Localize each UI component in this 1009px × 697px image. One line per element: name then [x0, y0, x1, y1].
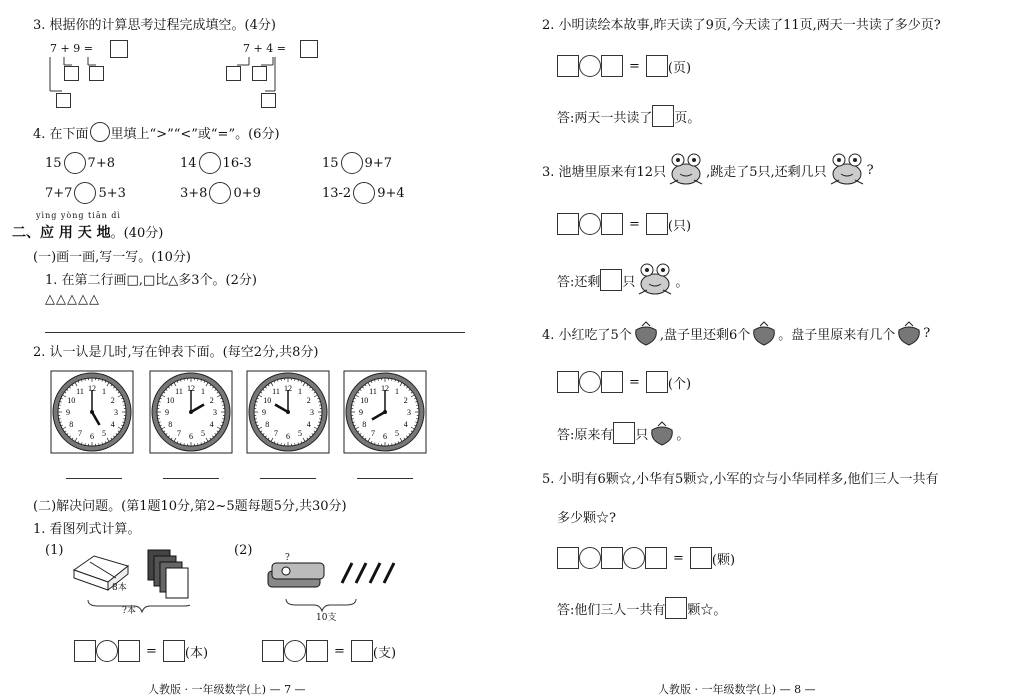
- clock-number: 7: [371, 429, 375, 438]
- clock-number: 11: [76, 387, 84, 396]
- clock-number: 5: [201, 429, 205, 438]
- answer-box[interactable]: [601, 213, 623, 235]
- compare-circle[interactable]: [199, 152, 221, 174]
- compare-right: 0+9: [233, 186, 260, 201]
- compare-left: 13-2: [322, 186, 351, 201]
- answer-box[interactable]: [652, 105, 674, 127]
- equation-row-1: [74, 640, 208, 662]
- answer-text: 答:原来有: [557, 424, 613, 443]
- answer-text: 答:他们三人一共有: [557, 599, 665, 618]
- equation-row-q3: [557, 213, 691, 235]
- pencils-illustration: [262, 555, 402, 617]
- strawberry-icon: [750, 320, 778, 346]
- answer-box[interactable]: [601, 371, 623, 393]
- strawberry-icon: [895, 320, 923, 346]
- answer-text: 只: [622, 271, 635, 290]
- answer-line[interactable]: [45, 332, 465, 333]
- answer-q2: [557, 105, 700, 127]
- answer-box[interactable]: [613, 422, 635, 444]
- clock-number: 1: [102, 387, 106, 396]
- operator-circle[interactable]: [284, 640, 306, 662]
- clock-answer-line[interactable]: [163, 478, 219, 479]
- clock-number: 3: [310, 408, 314, 417]
- answer-box[interactable]: [110, 40, 128, 58]
- clock-face-3: [246, 370, 330, 454]
- compare-right: 16-3: [223, 156, 252, 171]
- clock-number: 4: [111, 420, 115, 429]
- answer-q3: [557, 262, 688, 298]
- operator-circle[interactable]: [579, 547, 601, 569]
- answer-box[interactable]: [163, 640, 185, 662]
- compare-left: 7+7: [45, 186, 72, 201]
- compare-item: [322, 182, 405, 204]
- clock-number: 1: [201, 387, 205, 396]
- right-q3: [542, 152, 874, 188]
- equation-row-q5: [557, 547, 735, 569]
- clock-1: [50, 370, 134, 458]
- equals-sign: =: [629, 59, 640, 74]
- clock-number: 10: [67, 396, 75, 405]
- q4-text: 。盘子里原来有几个: [778, 324, 895, 343]
- clock-number: 6: [90, 432, 94, 441]
- clock-number: 10: [166, 396, 174, 405]
- answer-box[interactable]: [261, 93, 276, 108]
- answer-text: 只: [635, 424, 648, 443]
- answer-box[interactable]: [226, 66, 241, 81]
- equation-row-2: [262, 640, 396, 662]
- answer-text: 页。: [674, 107, 700, 126]
- left-q3-title: 3. 根据你的计算思考过程完成填空。(4分): [33, 14, 276, 33]
- answer-box[interactable]: [646, 213, 668, 235]
- operator-circle[interactable]: [623, 547, 645, 569]
- clock-number: 4: [210, 420, 214, 429]
- answer-box[interactable]: [56, 93, 71, 108]
- section2-pinyin: yìng yòng tiān dì: [36, 211, 121, 220]
- clock-number: 4: [404, 420, 408, 429]
- part1-q2: 2. 认一认是几时,写在钟表下面。(每空2分,共8分): [33, 341, 319, 360]
- q4-text: ?: [923, 326, 930, 341]
- compare-item: [45, 182, 126, 204]
- frog-icon: [827, 152, 867, 188]
- compare-right: 5+3: [98, 186, 125, 201]
- equals-sign: =: [673, 551, 684, 566]
- clock-2: [149, 370, 233, 458]
- clock-number: 1: [395, 387, 399, 396]
- clock-number: 1: [298, 387, 302, 396]
- compare-circle[interactable]: [353, 182, 375, 204]
- clock-number: 11: [369, 387, 377, 396]
- compare-circle[interactable]: [74, 182, 96, 204]
- section2-title: [12, 222, 163, 242]
- clock-number: 6: [286, 432, 290, 441]
- clock-number: 7: [78, 429, 82, 438]
- answer-box[interactable]: [601, 547, 623, 569]
- clock-number: 2: [404, 396, 408, 405]
- clock-number: 11: [272, 387, 280, 396]
- answer-box[interactable]: [557, 547, 579, 569]
- answer-box[interactable]: [646, 371, 668, 393]
- answer-box[interactable]: [64, 66, 79, 81]
- clock-number: 12: [187, 384, 195, 393]
- answer-text: 。: [675, 271, 688, 290]
- part2-title: (二)解决问题。(第1题10分,第2~5题每题5分,共30分): [33, 495, 347, 514]
- circle-icon: [90, 122, 110, 142]
- compare-circle[interactable]: [209, 182, 231, 204]
- clock-number: 2: [307, 396, 311, 405]
- frog-icon: [666, 152, 706, 188]
- clock-number: 10: [263, 396, 271, 405]
- clock-face-1: [50, 370, 134, 454]
- clock-answer-line[interactable]: [357, 478, 413, 479]
- operator-circle[interactable]: [579, 55, 601, 77]
- decomp-expr-b: 7 + 4 =: [243, 42, 286, 55]
- clock-number: 11: [175, 387, 183, 396]
- equals-sign: =: [629, 217, 640, 232]
- answer-box[interactable]: [646, 55, 668, 77]
- answer-text: 。: [676, 424, 689, 443]
- clock-answer-line[interactable]: [260, 478, 316, 479]
- answer-q4: [557, 420, 689, 446]
- compare-item: [180, 152, 252, 174]
- decomp-expr-a: 7 + 9 =: [50, 42, 93, 55]
- clock-number: 12: [381, 384, 389, 393]
- q3-text: ?: [867, 163, 874, 178]
- clock-number: 7: [274, 429, 278, 438]
- compare-right: 7+8: [88, 156, 115, 171]
- clock-number: 4: [307, 420, 311, 429]
- answer-box[interactable]: [665, 597, 687, 619]
- answer-box[interactable]: [300, 40, 318, 58]
- answer-box[interactable]: [74, 640, 96, 662]
- answer-box[interactable]: [89, 66, 104, 81]
- clock-answer-line[interactable]: [66, 478, 122, 479]
- answer-box[interactable]: [557, 213, 579, 235]
- decomp-lines-b: [225, 55, 295, 110]
- equation-row-q4: [557, 371, 691, 393]
- clock-number: 8: [362, 420, 366, 429]
- answer-box[interactable]: [252, 66, 267, 81]
- unit-label: (颗): [712, 549, 735, 568]
- clock-number: 8: [168, 420, 172, 429]
- compare-right: 9+7: [365, 156, 392, 171]
- q3-text: 3. 池塘里原来有12只: [542, 161, 666, 180]
- left-footer: 人教版 · 一年级数学(上) — 7 —: [148, 681, 306, 697]
- part2-q1: 1. 看图列式计算。: [33, 518, 141, 537]
- clock-number: 5: [102, 429, 106, 438]
- clock-face-4: [343, 370, 427, 454]
- answer-box[interactable]: [601, 55, 623, 77]
- answer-box[interactable]: [645, 547, 667, 569]
- clock-number: 5: [395, 429, 399, 438]
- frog-icon: [635, 262, 675, 298]
- right-q5-line2: 多少颗☆?: [557, 507, 616, 526]
- fig2-question: ?: [285, 553, 290, 563]
- compare-left: 14: [180, 156, 197, 171]
- fig1-question: ?本: [122, 603, 136, 616]
- clock-number: 9: [66, 408, 70, 417]
- clock-number: 10: [360, 396, 368, 405]
- answer-box[interactable]: [262, 640, 284, 662]
- strawberry-icon: [648, 420, 676, 446]
- compare-right: 9+4: [377, 186, 404, 201]
- clock-number: 12: [284, 384, 292, 393]
- equals-sign: =: [629, 375, 640, 390]
- clock-face-2: [149, 370, 233, 454]
- answer-text: 答:两天一共读了: [557, 107, 652, 126]
- clock-number: 6: [189, 432, 193, 441]
- clock-number: 5: [298, 429, 302, 438]
- clock-number: 2: [111, 396, 115, 405]
- unit-label: (只): [668, 215, 691, 234]
- clock-number: 9: [165, 408, 169, 417]
- clock-number: 2: [210, 396, 214, 405]
- right-q2: 2. 小明读绘本故事,昨天读了9页,今天读了11页,两天一共读了多少页?: [542, 14, 941, 33]
- unit-label: (个): [668, 373, 691, 392]
- answer-box[interactable]: [600, 269, 622, 291]
- q3-text: ,跳走了5只,还剩几只: [706, 161, 827, 180]
- answer-text: 答:还剩: [557, 271, 600, 290]
- right-q5-line1: 5. 小明有6颗☆,小华有5颗☆,小军的☆与小华同样多,他们三人一共有: [542, 468, 938, 487]
- unit-label: (本): [185, 642, 208, 661]
- clock-number: 8: [265, 420, 269, 429]
- q4-text: 4. 小红吃了5个: [542, 324, 632, 343]
- fig1-label: (1): [45, 543, 63, 558]
- part1-q1: 1. 在第二行画□,□比△多3个。(2分): [45, 269, 257, 288]
- clock-number: 8: [69, 420, 73, 429]
- clock-number: 9: [262, 408, 266, 417]
- fig2-label: (2): [234, 543, 252, 558]
- equals-sign: =: [334, 644, 345, 659]
- clock-number: 9: [359, 408, 363, 417]
- part1-title: (一)画一画,写一写。(10分): [33, 246, 191, 265]
- answer-box[interactable]: [118, 640, 140, 662]
- operator-circle[interactable]: [579, 213, 601, 235]
- section2-points: 。(40分): [111, 226, 164, 241]
- clock-number: 3: [213, 408, 217, 417]
- equals-sign: =: [146, 644, 157, 659]
- compare-left: 15: [45, 156, 62, 171]
- q4-title-post: 里填上“>”“<”或“=”。(6分): [111, 123, 280, 142]
- clock-number: 6: [383, 432, 387, 441]
- q4-title-pre: 4. 在下面: [33, 123, 89, 142]
- answer-box[interactable]: [351, 640, 373, 662]
- section2-title-text: 二、应 用 天 地: [12, 225, 111, 241]
- equation-row-q2: [557, 55, 691, 77]
- clock-number: 12: [88, 384, 96, 393]
- unit-label: (支): [373, 642, 396, 661]
- fig1-count: 8本: [112, 580, 127, 593]
- clock-3: [246, 370, 330, 458]
- answer-text: 颗☆。: [687, 599, 726, 618]
- clock-number: 3: [114, 408, 118, 417]
- right-q4: [542, 320, 930, 346]
- q4-text: ,盘子里还剩6个: [660, 324, 750, 343]
- clock-number: 3: [407, 408, 411, 417]
- compare-left: 3+8: [180, 186, 207, 201]
- right-footer: 人教版 · 一年级数学(上) — 8 —: [658, 681, 816, 697]
- answer-q5: [557, 597, 726, 619]
- compare-circle[interactable]: [341, 152, 363, 174]
- clock-number: 7: [177, 429, 181, 438]
- left-q4-title: [33, 122, 280, 142]
- answer-box[interactable]: [690, 547, 712, 569]
- strawberry-icon: [632, 320, 660, 346]
- compare-item: [45, 152, 115, 174]
- operator-circle[interactable]: [96, 640, 118, 662]
- compare-item: [322, 152, 392, 174]
- compare-circle[interactable]: [64, 152, 86, 174]
- triangles-row: △△△△△: [45, 292, 100, 307]
- answer-box[interactable]: [557, 55, 579, 77]
- clock-4: [343, 370, 427, 458]
- fig2-count: 10支: [316, 610, 336, 623]
- operator-circle[interactable]: [579, 371, 601, 393]
- unit-label: (页): [668, 57, 691, 76]
- answer-box[interactable]: [557, 371, 579, 393]
- answer-box[interactable]: [306, 640, 328, 662]
- compare-item: [180, 182, 261, 204]
- compare-left: 15: [322, 156, 339, 171]
- decomp-lines-a: [40, 55, 110, 110]
